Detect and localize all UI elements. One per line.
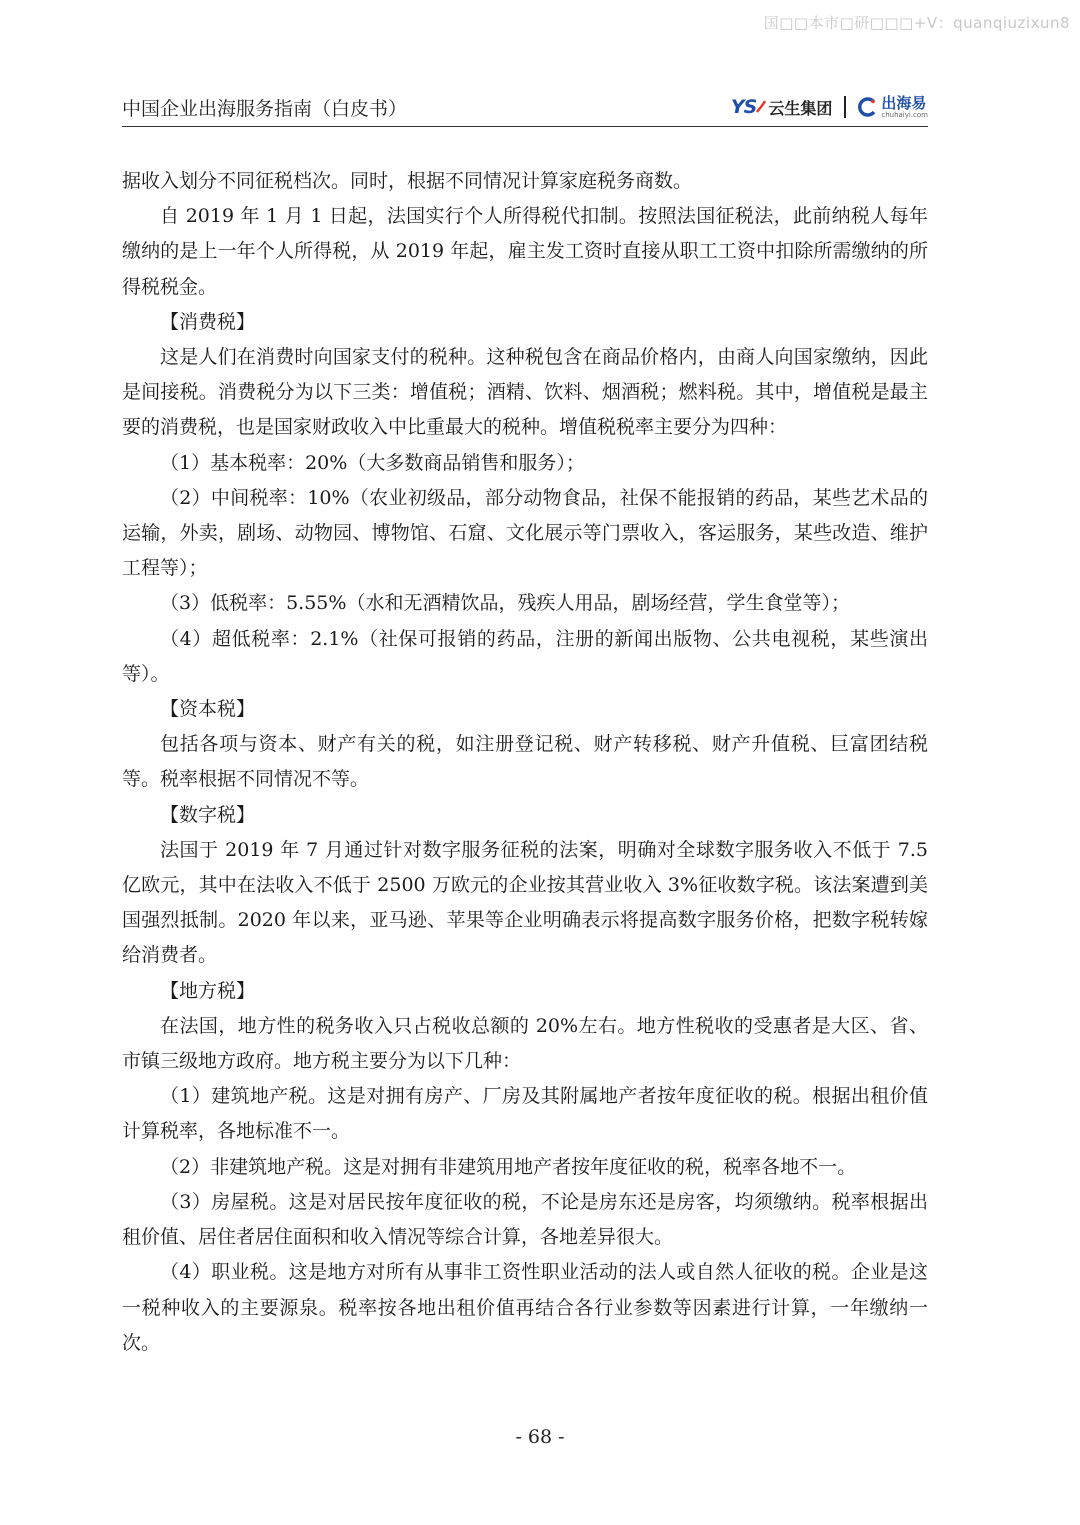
section-heading-consumption-tax: 【消费税】 [160, 310, 256, 333]
paragraph: 这是人们在消费时向国家支付的税种。这种税包含在商品价格内，由商人向国家缴纳，因此是间接税。消费税分为以下三类：增值税；酒精、饮料、烟酒税；燃料税。其中，增值税是最主要的消费税，也是国家财政收入中比重最大的税种。增值税税率主要分为四种： [122, 346, 928, 439]
ys-logo-text: 云生集团 [768, 98, 833, 118]
list-item: （4）超低税率：2.1%（社保可报销的药品，注册的新闻出版物、公共电视税，某些演出等）。 [122, 627, 928, 685]
list-item: （1）建筑地产税。这是对拥有房产、厂房及其附属地产者按年度征收的税。根据出租价值计算税率，各地标准不一。 [122, 1085, 928, 1143]
section-heading-local-tax: 【地方税】 [160, 979, 256, 1002]
chuhaiyi-name: 出海易 [881, 93, 927, 112]
header-logos [731, 92, 928, 122]
ys-logo-mark: YS [730, 96, 757, 118]
chuhaiyi-url: chuhaiyi.com [881, 110, 928, 119]
section-heading-capital-tax: 【资本税】 [160, 698, 256, 721]
section-heading-digital-tax: 【数字税】 [160, 803, 256, 826]
document-title: 中国企业出海服务指南（白皮书） [122, 98, 408, 120]
ys-swoosh-icon [756, 100, 766, 114]
list-item: （2）非建筑地产税。这是对拥有非建筑用地产者按年度征收的税，税率各地不一。 [160, 1155, 857, 1178]
chuhaiyi-logo [858, 93, 928, 119]
paragraph: 据收入划分不同征税档次。同时，根据不同情况计算家庭税务商数。 [122, 170, 693, 192]
watermark-text: 国□□本市□研□□□+V：quanqiuzixun8 [763, 14, 1070, 32]
list-item: （4）职业税。这是地方对所有从事非工资性职业活动的法人或自然人征收的税。企业是这一税种收入的主要源泉。税率按各地出租价值再结合各行业参数等因素进行计算，一年缴纳一次。 [122, 1261, 928, 1354]
paragraph: 在法国，地方性的税务收入只占税收总额的 20%左右。地方性税收的受惠者是大区、省、市镇三级地方政府。地方税主要分为以下几种： [122, 1014, 928, 1073]
list-item: （3）低税率：5.55%（水和无酒精饮品，残疾人用品，剧场经营，学生食堂等）； [160, 592, 850, 615]
page-header [122, 92, 928, 127]
chuhaiyi-c-icon [858, 97, 878, 117]
list-item: （1）基本税率：20%（大多数商品销售和服务）； [160, 451, 585, 474]
logo-divider [844, 96, 846, 118]
list-item: （3）房屋税。这是对居民按年度征收的税，不论是房东还是房客，均须缴纳。税率根据出租价值、居住者居住面积和收入情况等综合计算，各地差异很大。 [122, 1190, 928, 1249]
list-item: （2）中间税率：10%（农业初级品，部分动物食品，社保不能报销的药品，某些艺术品的运输，外卖，剧场、动物园、博物馆、石窟、文化展示等门票收入，客运服务，某些改造、维护工程等）； [122, 486, 928, 580]
paragraph: 包括各项与资本、财产有关的税，如注册登记税、财产转移税、财产升值税、巨富团结税等。税率根据不同情况不等。 [122, 733, 928, 791]
page-number: - 68 - [515, 1426, 565, 1448]
document-body [122, 164, 928, 1361]
paragraph: 自 2019 年 1 月 1 日起，法国实行个人所得税代扣制。按照法国征税法，此前纳税人每年缴纳的是上一年个人所得税，从 2019 年起，雇主发工资时直接从职工工资中扣除所需缴纳的所得税税金。 [122, 205, 928, 298]
paragraph: 法国于 2019 年 7 月通过针对数字服务征税的法案，明确对全球数字服务收入不低于 7.5 亿欧元，其中在法收入不低于 2500 万欧元的企业按其营业收入 3%征收数字税。该法案遭到美国强烈抵制。2020 年以来，亚马逊、苹果等企业明确表示将提高数字服务价格，把数字税转嫁给消费者。 [122, 838, 928, 967]
ys-group-logo [731, 96, 832, 119]
